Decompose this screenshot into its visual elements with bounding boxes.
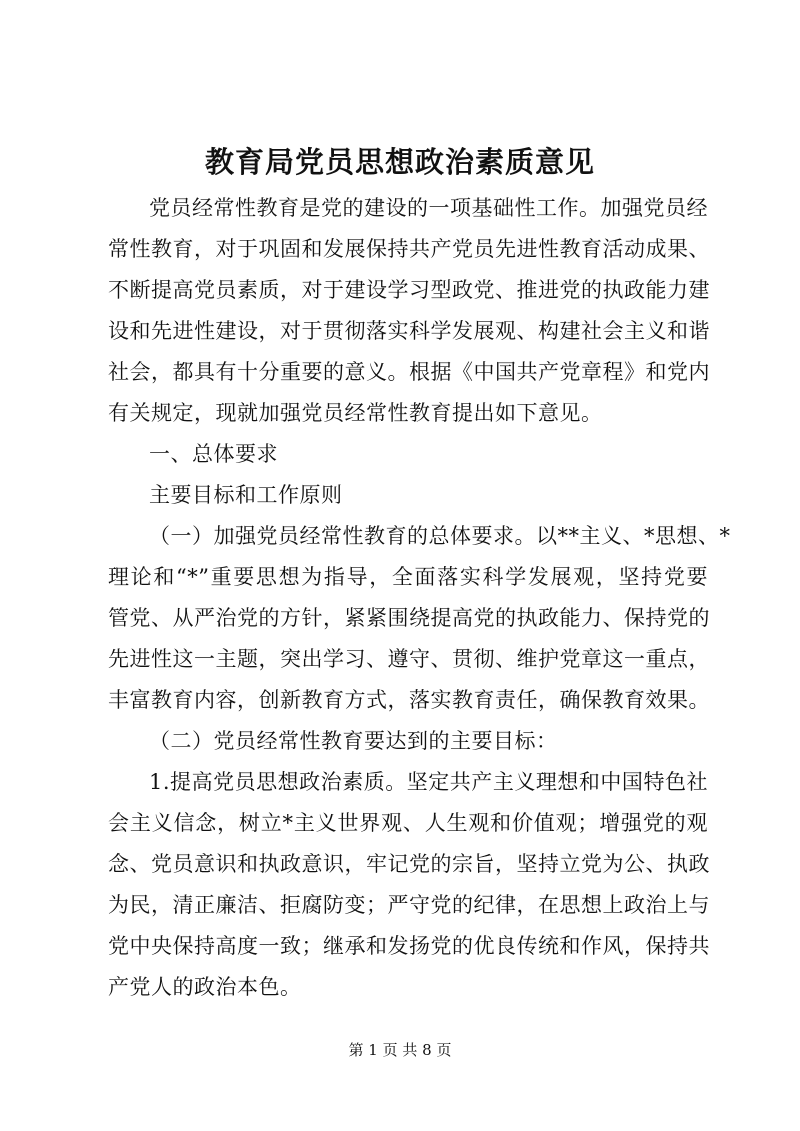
paragraph-line: 管党、从严治党的方针，紧紧围绕提高党的执政能力、保持党的 <box>108 606 710 630</box>
paragraph-line: 社会，都具有十分重要的意义。根据《中国共产党章程》和党内 <box>108 360 710 384</box>
paragraph-line: （二）党员经常性教育要达到的主要目标： <box>149 729 558 753</box>
paragraph-line: 为民，清正廉洁、拒腐防变；严守党的纪律，在思想上政治上与 <box>108 893 710 917</box>
paragraph-line: 党中央保持高度一致；继承和发扬党的优良传统和作风，保持共 <box>108 934 710 958</box>
paragraph-line: 党员经常性教育是党的建设的一项基础性工作。加强党员经 <box>149 196 708 220</box>
paragraph-line: 有关规定，现就加强党员经常性教育提出如下意见。 <box>108 401 603 425</box>
paragraph-line: 念、党员意识和执政意识，牢记党的宗旨，坚持立党为公、执政 <box>108 852 710 876</box>
section-heading: 一、总体要求 <box>149 442 278 466</box>
paragraph-line: 产党人的政治本色。 <box>108 975 302 999</box>
paragraph-line: 常性教育，对于巩固和发展保持共产党员先进性教育活动成果、 <box>108 237 710 261</box>
paragraph-line: 设和先进性建设，对于贯彻落实科学发展观、构建社会主义和谐 <box>108 319 710 343</box>
document-title: 教育局党员思想政治素质意见 <box>204 145 595 179</box>
paragraph-line: （一）加强党员经常性教育的总体要求。以**主义、*思想、* <box>149 524 731 548</box>
paragraph-line: 1.提高党员思想政治素质。坚定共产主义理想和中国特色社 <box>149 770 708 794</box>
paragraph-line: 理论和“*”重要思想为指导，全面落实科学发展观，坚持党要 <box>108 565 708 589</box>
page-number: 第 1 页 共 8 页 <box>348 1041 452 1059</box>
paragraph-line: 不断提高党员素质，对于建设学习型政党、推进党的执政能力建 <box>108 278 710 302</box>
paragraph-line: 会主义信念，树立*主义世界观、人生观和价值观；增强党的观 <box>108 811 708 835</box>
subsection-heading: 主要目标和工作原则 <box>149 483 343 507</box>
paragraph-line: 丰富教育内容，创新教育方式，落实教育责任，确保教育效果。 <box>108 688 710 712</box>
paragraph-line: 先进性这一主题，突出学习、遵守、贯彻、维护党章这一重点， <box>108 647 710 671</box>
